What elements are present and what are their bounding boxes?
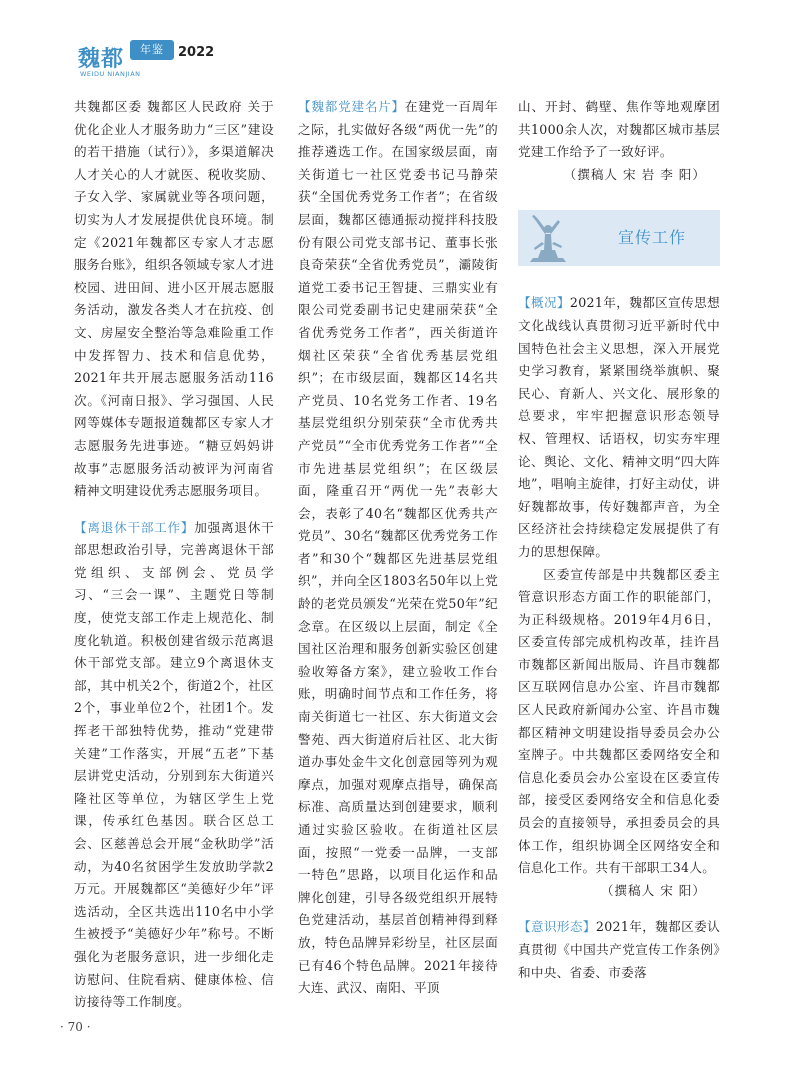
paragraph-department: 区委宣传部是中共魏都区委主管意识形态方面工作的职能部门，为正科级规格。2019年4月6日，区委宣传部完成机构改革，挂许昌市魏都区新闻出版局、许昌市魏都区互联网信息办公室、许昌市魏都区人民政府新闻办公室、许昌市魏都区精神文明建设指导委员会办公室牌子。中共魏都区委网络安全和信息化委员会办公室设在区委宣传部，接受区委网络安全和信息化委员会的直接领导，承担委员会的具体工作，组织协调全区网络安全和信息化工作。共有干部职工34人。	[518, 566, 720, 876]
masthead-brand: 魏都	[78, 46, 125, 72]
column-left	[74, 96, 274, 1014]
masthead	[78, 36, 218, 86]
paragraph-retired-cadres-text: 加强离退休干部思想政治引导，完善离退休干部党组织、支部例会、党员学习、“三会一课”、主题党日等制度，使党支部工作走上规范化、制度化轨道。积极创建省级示范离退休干部党支部。建立9个离退休支部，其中机关2个，街道2个，社区2个，事业单位2个，社团1个。发挥老干部独特优势，推动“党建带关建”工作落实，开展“五老”下基层讲党史活动，分别到东大街道兴隆社区等单位，为辖区学生上党课，传承红色基因。联合区总工会、区慈善总会开展“金秋助学”活动，为40名贫困学生发放助学款2万元。开展魏都区“美德好少年”评选活动，全区共选出110名中小学生被授予“美德好少年”称号。不断强化为老服务意识，进一步细化走访慰问、住院看病、健康体检、信访接待等工作制度。	[74, 519, 274, 1010]
section-banner	[518, 210, 720, 266]
paragraph-ideology-text: 2021年，魏都区委认真贯彻《中国共产党宣传工作条例》和中央、省委、市委落	[518, 919, 720, 980]
column-right	[518, 96, 720, 984]
byline-author: （撰稿人 宋 岩 李 阳）	[563, 166, 706, 182]
paragraph-party-building-text: 在建党一百周年之际，扎实做好各级“两优一先”的推荐遴选工作。在国家级层面，南关街道七一社区党委书记马静荣获“全国优秀党务工作者”；在省级层面，魏都区德通振动搅拌科技股份有限公司党支部书记、董事长张良奇荣获“全省优秀党员”，灞陵街道党工委书记王智捷、三鼎实业有限公司党委副书记史建丽荣获“全省优秀党务工作者”，西关街道许烟社区荣获“全省优秀基层党组织”；在市级层面，魏都区14名共产党员、10名党务工作者、19名基层党组织分别荣获“全市优秀共产党员”“全市优秀党务工作者”“全市先进基层党组织”；在区级层面，隆重召开“两优一先”表彰大会，表彰了40名“魏都区优秀共产党员”、30名“魏都区优秀党务工作者”和30个“魏都区先进基层党组织”，并向全区1803名50年以上党龄的老党员颁发“光荣在党50年”纪念章。在区级以上层面，制定《全国社区治理和服务创新实验区创建验收筹备方案》，建立验收工作台账，明确时间节点和工作任务，将南关街道七一社区、东大街道文会警苑、西大街道府后社区、北大街道办事处金牛文化创意园等列为观摩点，加强对观摩点指导，确保高标准、高质量达到创建要求，顺利通过实验区验收。在街道社区层面，按照“一党委一品牌，一支部一特色”思路，以项目化运作和品牌化创建，引导各级党组织开展特色党建活动，基层首创精神得到释放，特色品牌异彩纷呈，社区层面已有46个特色品牌。2021年接待大连、武汉、南阳、平顶	[298, 99, 498, 996]
paragraph-party-building	[298, 96, 498, 1000]
masthead-seal: 年鉴	[130, 40, 174, 60]
paragraph-continued: 山、开封、鹤壁、焦作等地观摩团共1000余人次，对魏都区城市基层党建工作给予了一致好评。	[518, 99, 720, 160]
byline-author: （撰稿人 宋 阳）	[600, 882, 706, 898]
section-title: 宣传工作	[617, 228, 686, 248]
masthead-pinyin: WEIDU NIANJIAN	[80, 70, 141, 78]
section-heading-overview: 【概况】	[518, 295, 570, 311]
page-number: · 70 ·	[60, 1020, 91, 1034]
statue-icon	[522, 212, 574, 264]
paragraph-retired-cadres	[74, 517, 274, 1014]
section-heading-party-building: 【魏都党建名片】	[298, 99, 405, 114]
paragraph-overview-text: 2021年，魏都区宣传思想文化战线认真贯彻习近平新时代中国特色社会主义思想，深入开展党史学习教育，紧紧围绕举旗帜、聚民心、育新人、兴文化、展形象的总要求，牢牢把握意识形态领导权、管理权、话语权，切实夯牢理论、舆论、文化、精神文明“四大阵地”，唱响主旋律，打好主动仗，讲好魏都故事，传好魏都声音，为全区经济社会持续稳定发展提供了有力的思想保障。	[518, 295, 720, 559]
paragraph-talent-services: 共魏都区委 魏都区人民政府 关于优化企业人才服务助力“三区”建设的若干措施（试行）》，多渠道解决人才关心的人才就医、税收奖励、子女入学、家属就业等各项问题，切实为人才发展提供优良环境。制定《2021年魏都区专家人才志愿服务台账》，组织各领域专家人才进校园、进田间、进小区开展志愿服务活动，激发各类人才在抗疫、创文、房屋安全整治等急难险重工作中发挥智力、技术和信息优势，2021年共开展志愿服务活动116次。《河南日报》、学习强国、人民网等媒体专题报道魏都区专家人才志愿服务先进事迹。“糖豆妈妈讲故事”志愿服务活动被评为河南省精神文明建设优秀志愿服务项目。	[74, 99, 274, 499]
section-heading-ideology: 【意识形态】	[518, 919, 596, 935]
masthead-year: 2022	[178, 45, 215, 60]
column-middle	[298, 96, 498, 1000]
section-heading-retired-cadres: 【离退休干部工作】	[74, 519, 195, 535]
paragraph-overview	[518, 292, 720, 563]
paragraph-ideology	[518, 916, 720, 984]
